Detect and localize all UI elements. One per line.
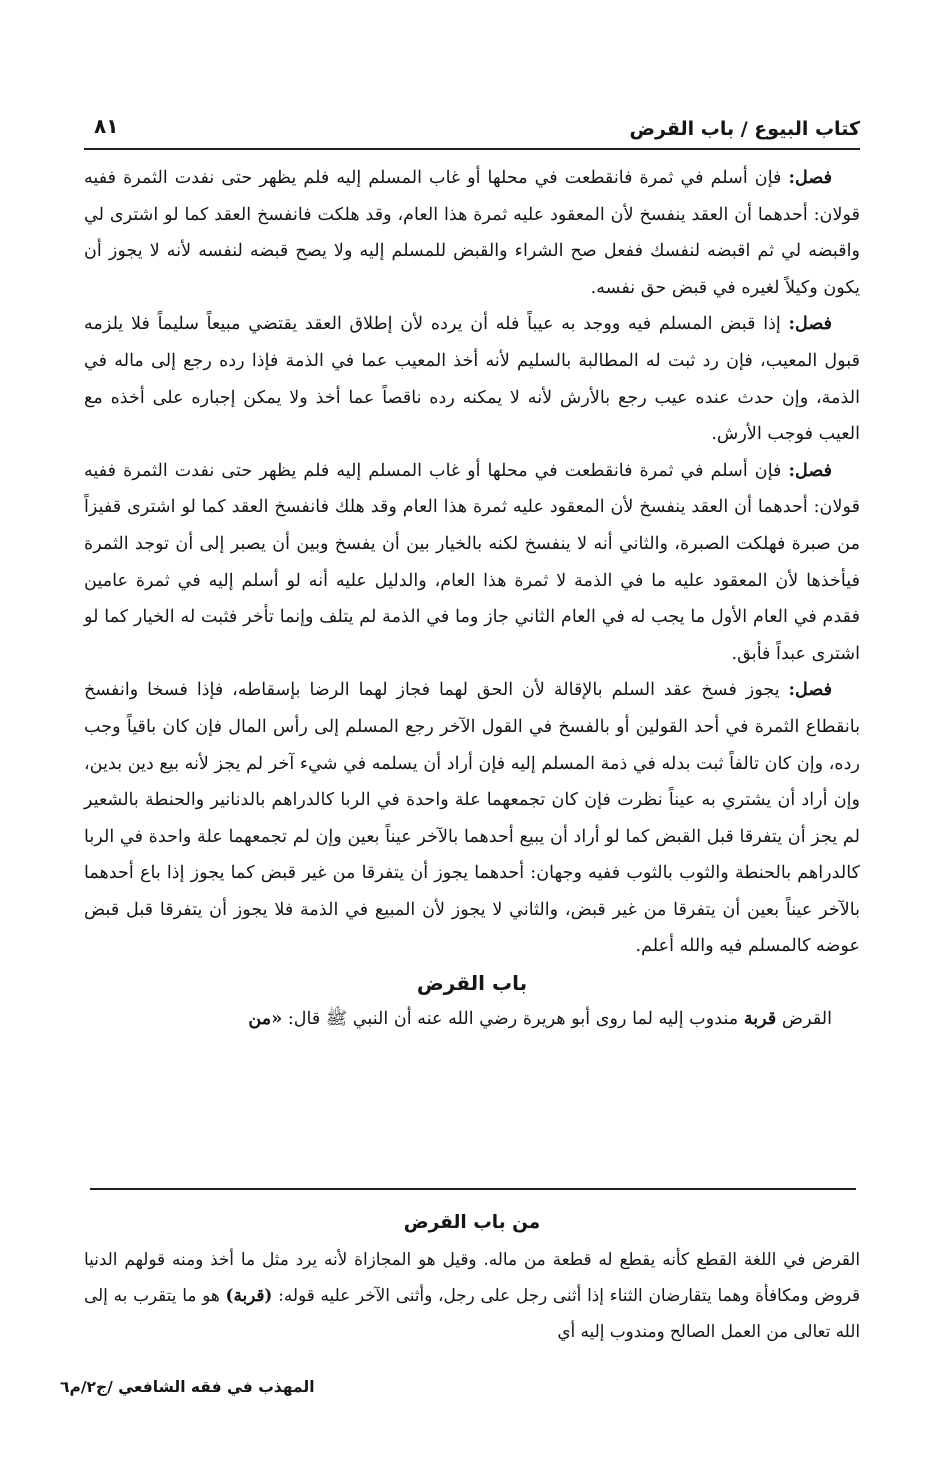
footnote-text-part1: القرض في اللغة القطع كأنه يقطع له قطعة من ماله. وقيل هو المجازاة لأنه يرد مثل ما أخذ ومنه قولهم الدنيا قروض ومكافأة وهما يتقارضان الثناء إذا أثنى رجل على رجل، وأثنى الآخر عليه قوله: <box>84 1249 860 1305</box>
footnote-text <box>84 1241 860 1349</box>
footnote-rule <box>90 1188 856 1190</box>
paragraph <box>84 160 860 306</box>
page-header <box>84 114 860 150</box>
section-paragraph <box>84 1001 860 1038</box>
paragraph-text: يجوز فسخ عقد السلم بالإقالة لأن الحق لهما فجاز لهما الرضا بإسقاطه، فإذا فسخا وانفسخ بانقطاع الثمرة في أحد القولين أو بالفسخ في القول الآخر رجع المسلم إلى رأس المال فإن كان باقياً وجب رده، وإن كان تالفاً ثبت بدله في ذمة المسلم إليه فإن أراد أن يسلمه في شيء آخر لم يجز لأنه بيع دين بدين، وإن أراد أن يشتري به عيناً نظرت فإن كان تجمعهما علة واحدة في الربا كالدراهم بالدنانير والحنطة بالشعير لم يجز أن يتفرقا قبل القبض كما لو أراد أن يبيع أحدهما بالآخر عيناً بعين وإن لم تجمعهما علة واحدة في الربا كالدراهم بالحنطة والثوب بالثوب ففيه وجهان: أحدهما يجوز أن يتفرقا من غير قبض كما يجوز إذا باع أحدهما بالآخر عيناً بعين أن يتفرقا من غير قبض، والثاني لا يجوز لأن المبيع في الذمة فلا يجوز أن يتفرقا قبل قبض عوضه كالمسلم فيه والله أعلم. <box>84 680 860 957</box>
paragraph <box>84 672 860 965</box>
section-text-after: مندوب إليه لما روى أبو هريرة رضي الله عنه أن النبي ﷺ قال: <box>287 1009 739 1030</box>
paragraph-label: فصل: <box>788 167 832 188</box>
paragraph-label: فصل: <box>788 679 833 701</box>
paragraph-text: إذا قبض المسلم فيه ووجد به عيباً فله أن يرده لأن إطلاق العقد يقتضي مبيعاً سليماً فلا يلزمه قبول المعيب، فإن رد ثبت له المطالبة بالسليم لأنه أخذ المعيب عما في الذمة فإذا رده رجع إلى ماله في الذمة، وإن حدث عنده عيب رجع بالأرش لأنه لا يمكنه رده ناقصاً عما أخذ ولا يمكن إجباره على أخذه مع العيب فوجب الأرش. <box>84 314 860 445</box>
running-head: كتاب البيوع / باب القرض <box>629 118 860 140</box>
footnote <box>84 1205 860 1349</box>
paragraph <box>84 306 860 452</box>
section-bold-word: قربة <box>743 1008 777 1030</box>
section-text-before: القرض <box>781 1009 832 1030</box>
paragraph-label: فصل: <box>788 459 832 481</box>
footnote-text-part2: هو ما يتقرب به إلى الله تعالى من العمل الصالح ومندوب إليه أي <box>84 1285 860 1341</box>
header-rule <box>84 148 860 150</box>
main-text <box>84 160 860 1038</box>
footnote-term: (قربة) <box>225 1285 273 1305</box>
paragraph-text: فإن أسلم في ثمرة فانقطعت في محلها أو غاب المسلم إليه فلم يظهر حتى نفدت الثمرة ففيه قولان: أحدهما أن العقد ينفسخ لأن المعقود عليه ثمرة هذا العام وقد هلك فانفسخ العقد كما لو اشترى قفيزاً من صبرة فهلكت الصبرة، والثاني أنه لا ينفسخ لكنه بالخيار بين أن يفسخ وبين أن يصبر إلى أن توجد الثمرة فيأخذها لأن المعقود عليه ما في الذمة لا ثمرة هذا العام، والدليل عليه أنه لو أسلم إليه في ثمرة عامين فقدم في العام الأول ما يجب له في العام الثاني جاز وما في الذمة لم يتلف وإنما تأخر فثبت له الخيار كما لو اشترى عبداً فأبق. <box>84 460 860 664</box>
page-number: ٨١ <box>94 114 119 138</box>
page-footer: المهذب في فقه الشافعي /ج٢/م٦ <box>60 1378 315 1396</box>
section-quote-start: «من <box>248 1008 283 1030</box>
paragraph-label: فصل: <box>788 313 833 335</box>
paragraph <box>84 453 860 673</box>
paragraph-text: فإن أسلم في ثمرة فانقطعت في محلها أو غاب المسلم إليه فلم يظهر حتى نفدت الثمرة ففيه قولان: أحدهما أن العقد ينفسخ لأن المعقود عليه ثمرة هذا العام، وقد هلكت فانفسخ العقد كما لو اشترى لي واقبضه لي ثم اقبضه لنفسك ففعل صح الشراء والقبض للمسلم إليه ولا يصح قبضه لنفسه لأنه لا يجوز أن يكون وكيلاً لغيره في قبض حق نفسه. <box>84 168 860 298</box>
footnote-title: من باب القرض <box>403 1212 541 1233</box>
section-title: باب القرض <box>416 971 528 996</box>
